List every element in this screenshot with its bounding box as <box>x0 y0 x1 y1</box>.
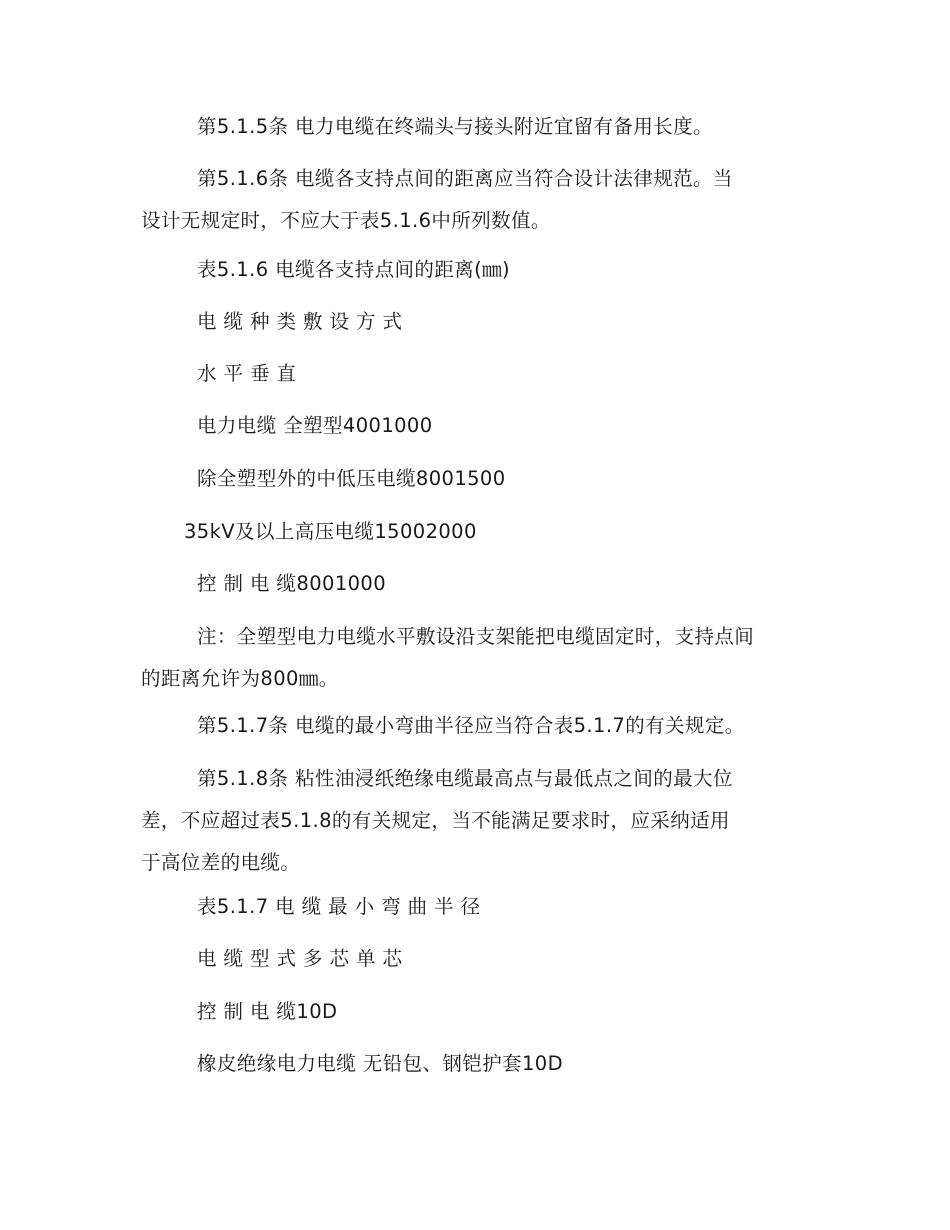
table-5-1-7-header: 电 缆 型 式 多 芯 单 芯 <box>197 947 403 970</box>
table-5-1-7-title: 表5.1.7 电 缆 最 小 弯 曲 半 径 <box>197 895 481 918</box>
table-5-1-7-row-1: 控 制 电 缆10D <box>197 1000 338 1023</box>
paragraph-5-1-5: 第5.1.5条 电力电缆在终端头与接头附近宜留有备用长度。 <box>197 115 713 138</box>
table-5-1-6-header-1: 电 缆 种 类 敷 设 方 式 <box>197 310 403 333</box>
table-5-1-6-note <box>141 616 754 700</box>
table-5-1-6-row-3: 35kV及以上高压电缆15002000 <box>184 520 477 543</box>
paragraph-5-1-6-line-1: 第5.1.6条 电缆各支持点间的距离应当符合设计法律规范。当 <box>197 167 733 190</box>
table-5-1-6-row-4: 控 制 电 缆8001000 <box>197 572 387 595</box>
table-5-1-6-row-2: 除全塑型外的中低压电缆8001500 <box>197 467 506 490</box>
paragraph-5-1-6 <box>141 158 733 242</box>
table-5-1-7-row-2: 橡皮绝缘电力电缆 无铅包、钢铠护套10D <box>197 1052 564 1075</box>
paragraph-5-1-7: 第5.1.7条 电缆的最小弯曲半径应当符合表5.1.7的有关规定。 <box>197 714 745 737</box>
table-5-1-6-title: 表5.1.6 电缆各支持点间的距离(㎜) <box>197 258 511 281</box>
table-5-1-6-row-1: 电力电缆 全塑型4001000 <box>197 414 433 437</box>
paragraph-5-1-8-line-1: 第5.1.8条 粘性油浸纸绝缘电缆最高点与最低点之间的最大位 <box>197 767 733 790</box>
table-5-1-6-header-2: 水 平 垂 直 <box>197 362 297 385</box>
paragraph-5-1-8-line-3: 于高位差的电缆。 <box>141 851 301 874</box>
paragraph-5-1-8 <box>141 758 733 884</box>
paragraph-5-1-8-line-2: 差，不应超过表5.1.8的有关规定，当不能满足要求时，应采纳适用 <box>141 809 730 832</box>
note-line-1: 注：全塑型电力电缆水平敷设沿支架能把电缆固定时，支持点间 <box>197 625 755 648</box>
note-line-2: 的距离允许为800㎜。 <box>141 667 339 690</box>
paragraph-5-1-6-line-2: 设计无规定时，不应大于表5.1.6中所列数值。 <box>141 209 551 232</box>
